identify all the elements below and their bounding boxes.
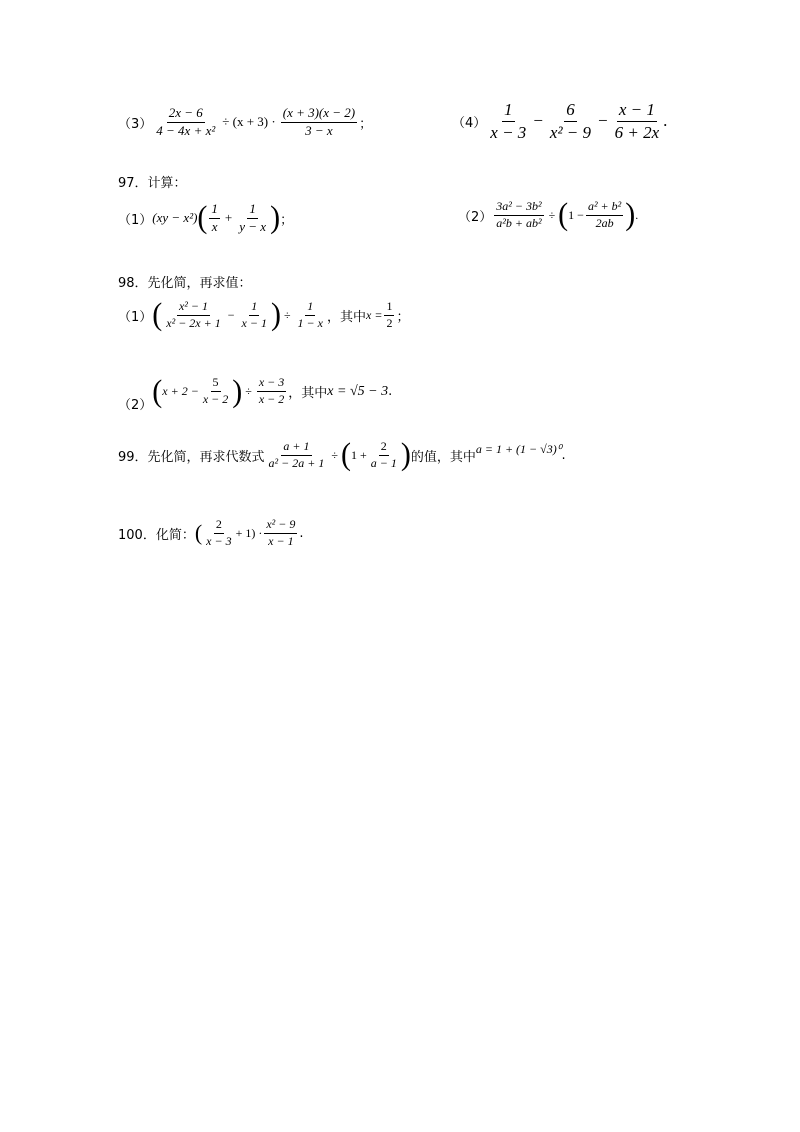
factor: (xy − x²)	[152, 210, 198, 226]
fraction	[164, 300, 222, 331]
denominator: x	[211, 218, 218, 234]
denominator: x − 1	[268, 533, 294, 548]
denominator: x − 3	[490, 122, 527, 142]
denominator: x² − 2x + 1	[166, 315, 221, 330]
condition-value: a = 1 + (1 − √3)⁰	[475, 441, 562, 456]
denominator: x − 2	[258, 392, 285, 406]
one-plus: 1 +	[350, 447, 367, 462]
problem-96-3	[118, 106, 372, 139]
problem-98-title: 98．先化简，再求值：	[118, 276, 252, 291]
denominator: a² − 2a + 1	[268, 455, 325, 470]
denominator: y − x	[239, 218, 267, 234]
fraction	[204, 518, 233, 549]
problem-97-1	[118, 202, 293, 235]
fraction	[264, 518, 297, 549]
numerator: 1	[305, 300, 315, 316]
paren: (	[194, 520, 203, 546]
numerator: 1	[249, 300, 259, 316]
denominator: 4 − 4x + x²	[156, 122, 216, 138]
term: + 1) ·	[235, 525, 263, 540]
condition-value: x = √5 − 3	[327, 383, 389, 399]
numerator: 1	[384, 300, 394, 316]
denominator: x² − 9	[549, 122, 592, 142]
denominator: a − 1	[370, 455, 397, 470]
expression: $\frac{\text{3a² − 3b²}}{\text{a²b + ab²}}$ ÷ ( 1 − $\frac{\text{a² + b²}}{2ab}$ ) .	[496, 197, 639, 233]
fraction	[494, 200, 543, 231]
fraction	[369, 440, 399, 471]
numerator: 5	[211, 376, 221, 392]
numerator: (x + 3)(x − 2)	[281, 106, 357, 123]
problem-label: （1）	[118, 212, 153, 228]
expression	[195, 518, 300, 549]
condition-text: ，其中	[288, 386, 328, 401]
numerator: 3a² − 3b²	[494, 200, 543, 216]
denominator: 6 + 2x	[614, 122, 660, 142]
denominator: 1 − x	[297, 315, 323, 330]
one-minus: 1 −	[568, 207, 584, 222]
punctuation: .	[561, 447, 566, 463]
operator: ÷ (x + 3) ·	[222, 114, 276, 130]
numerator: a + 1	[281, 440, 311, 456]
expression: ( x + 2 − $\frac{5}{x - 2}$ ) ÷ $\frac{x - 3}{x - 2}$	[152, 373, 285, 409]
numerator: 6	[564, 100, 577, 122]
numerator: x − 3	[257, 376, 286, 392]
expression: $\frac{a + 1}{\text{a² − 2a + 1}}$ ÷ ( 1 + $\frac{2}{a - 1}$ )	[268, 437, 411, 473]
punctuation: ；	[359, 116, 373, 132]
punctuation: .	[388, 384, 393, 399]
fraction	[154, 106, 217, 139]
condition-value	[366, 300, 396, 331]
expression	[152, 106, 359, 139]
fraction	[613, 100, 662, 142]
fraction	[257, 376, 286, 407]
punctuation: .	[635, 207, 639, 222]
fraction	[548, 100, 593, 142]
fraction	[384, 300, 394, 331]
problem-97-title: 97．计算：	[118, 176, 187, 191]
punctuation: .	[663, 111, 668, 131]
problem-text: 的值，其中	[410, 449, 476, 465]
problem-label: （2）	[458, 209, 493, 225]
problem-96-4	[452, 100, 667, 142]
punctuation: ；	[396, 309, 410, 325]
expression: ( $\frac{\text{x² − 1}}{\text{x² − 2x + 1}}$ − $\frac{1}{x - 1}$ ) ÷ $\frac{1}{1 - x}$	[152, 297, 323, 333]
problem-text: 100．化简：	[118, 527, 195, 543]
term: x + 2 −	[162, 384, 199, 398]
problem-label: （2）	[118, 398, 153, 413]
problem-label: （3）	[118, 116, 153, 132]
numerator: 1	[247, 202, 258, 219]
problem-100	[118, 518, 304, 549]
numerator: a² + b²	[586, 200, 623, 216]
denominator: x − 2	[202, 392, 229, 406]
numerator: 2	[379, 440, 389, 456]
numerator: x² − 1	[177, 300, 210, 316]
fraction	[488, 100, 528, 142]
fraction	[237, 202, 268, 235]
fraction	[281, 106, 357, 139]
expression: $\frac{1}{x - 3}$ − $\frac{6}{\text{x² − 9}}$ − $\frac{x - 1}{6 + 2x}$ .	[490, 100, 668, 142]
denominator: 3 − x	[305, 122, 333, 138]
problem-text: 99．先化简，再求代数式	[118, 449, 265, 465]
numerator: x − 1	[617, 100, 657, 122]
problem-98-2	[118, 370, 392, 413]
fraction	[586, 200, 623, 231]
fraction	[267, 440, 327, 471]
numerator: 2x − 6	[167, 106, 205, 123]
condition-text: ，其中	[326, 309, 366, 325]
problem-label: （1）	[118, 309, 153, 325]
numerator: 1	[502, 100, 515, 122]
fraction	[240, 300, 269, 331]
denominator: a²b + ab²	[496, 215, 542, 230]
denominator: x − 1	[241, 315, 267, 330]
denominator: 2	[386, 315, 393, 330]
problem-98-1	[118, 297, 410, 333]
numerator: 2	[214, 518, 224, 534]
fraction	[209, 202, 220, 235]
problem-97-2	[458, 197, 639, 233]
punctuation: ；	[280, 212, 294, 228]
problem-99	[118, 437, 566, 473]
fraction	[201, 376, 230, 407]
fraction	[296, 300, 325, 331]
denominator: 2ab	[595, 215, 614, 230]
problem-label: （4）	[452, 115, 487, 131]
numerator: 1	[209, 202, 220, 219]
variable: x =	[366, 307, 383, 322]
punctuation: .	[299, 525, 304, 541]
denominator: x − 3	[206, 533, 232, 548]
numerator: x² − 9	[264, 518, 297, 534]
expression: (xy − x²) ( $\frac{1}{x}$ + $\frac{1}{y - x}$ )	[152, 200, 281, 236]
